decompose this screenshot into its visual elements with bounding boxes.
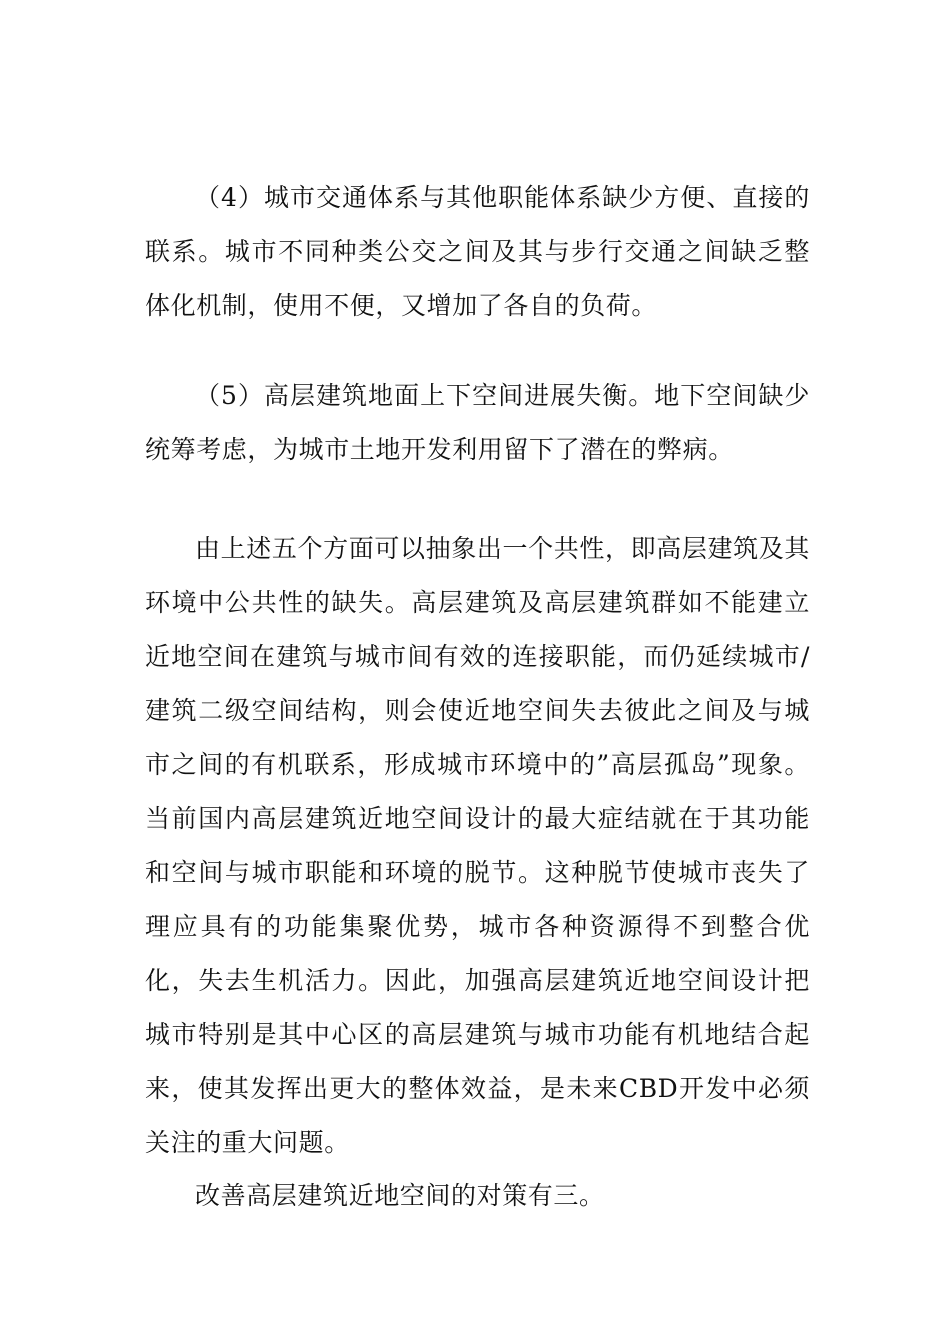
paragraph-summary: 由上述五个方面可以抽象出一个共性，即高层建筑及其环境中公共性的缺失。高层建筑及高层建筑群如不能建立近地空间在建筑与城市间有效的连接职能，而仍延续城市/建筑二级空间结构，则会使近地空间失去彼此之间及与城市之间的有机联系，形成城市环境中的”高层孤岛”现象。当前国内高层建筑近地空间设计的最大症结就在于其功能和空间与城市职能和环境的脱节。这种脱节使城市丧失了理应具有的功能集聚优势，城市各种资源得不到整合优化，失去生机活力。因此，加强高层建筑近地空间设计把城市特别是其中心区的高层建筑与城市功能有机地结合起来，使其发挥出更大的整体效益，是未来CBD开发中必须关注的重大问题。	[145, 534, 810, 1157]
paragraph-countermeasures: 改善高层建筑近地空间的对策有三。	[195, 1181, 605, 1210]
paragraph-underground-space: （5）高层建筑地面上下空间进展失衡。地下空间缺少统筹考虑，为城市土地开发利用留下了潜在的弊病。	[145, 381, 810, 464]
paragraph-traffic-system: （4）城市交通体系与其他职能体系缺少方便、直接的联系。城市不同种类公交之间及其与步行交通之间缺乏整体化机制，使用不便，又增加了各自的负荷。	[145, 183, 810, 320]
